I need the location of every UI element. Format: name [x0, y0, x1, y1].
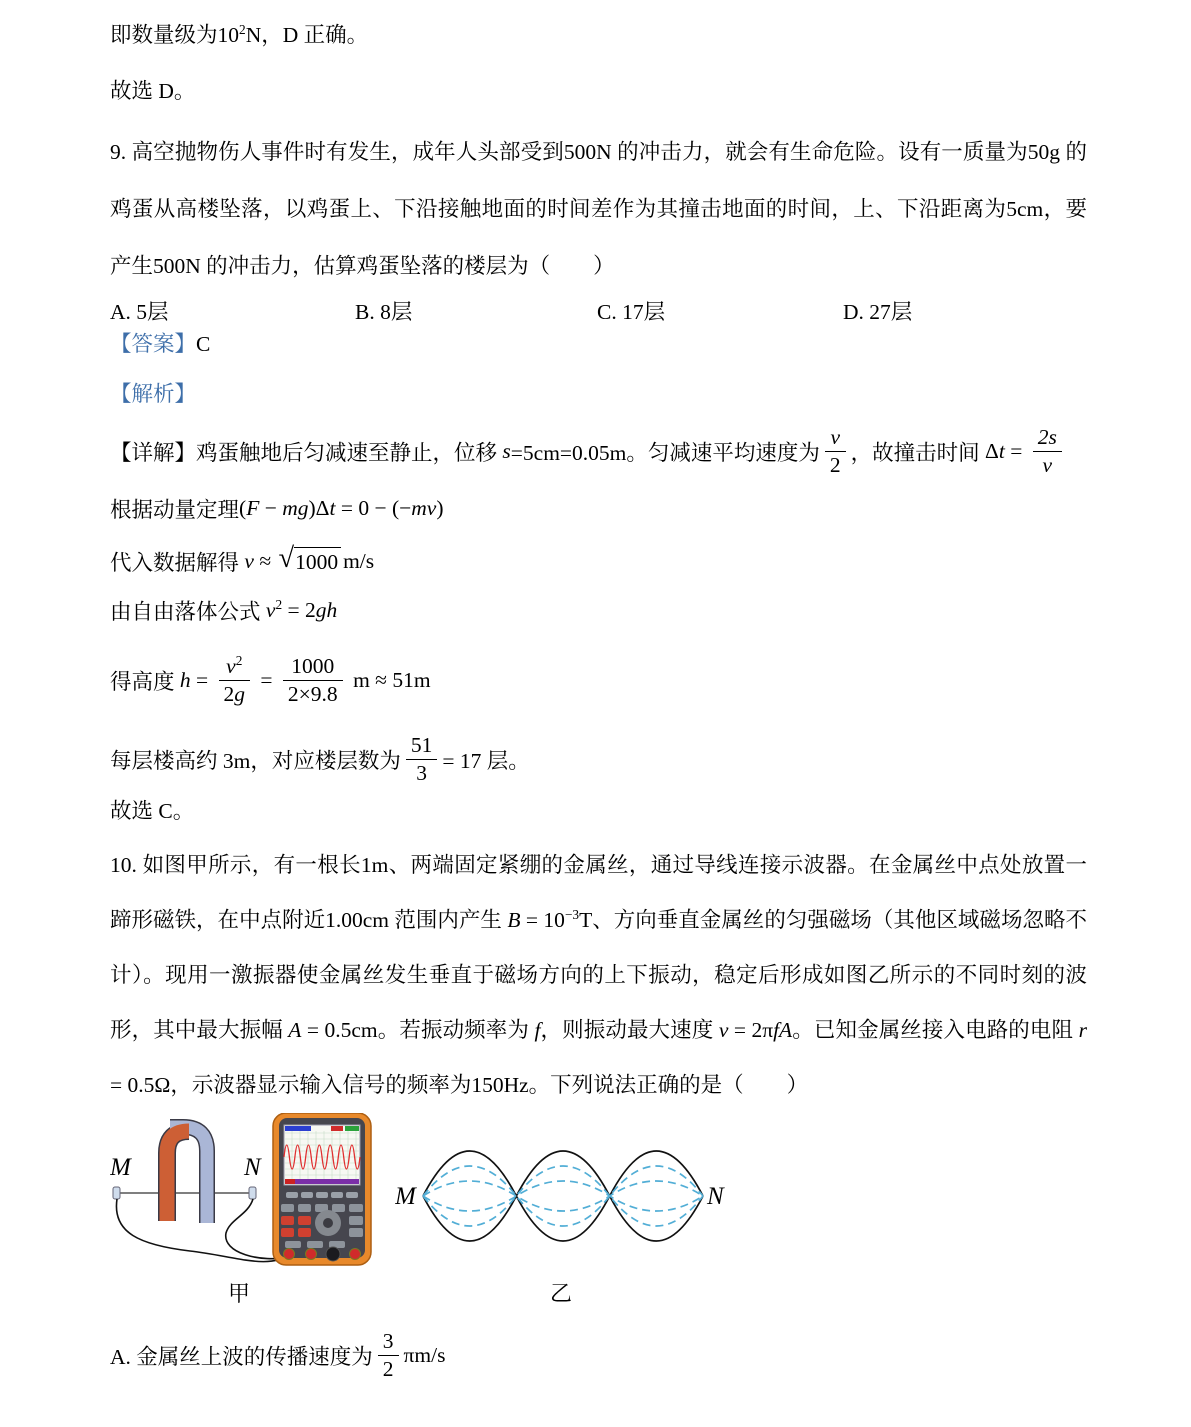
fraction-3-over-2: $\frac{3}{2}$ — [378, 1329, 399, 1380]
text-run: 。若振动频率为 — [377, 1018, 535, 1042]
text-run: 鸡蛋触地后匀减速至静止，位移 — [196, 440, 503, 465]
text-run: ，D 正确。 — [261, 23, 369, 47]
figure-row — [110, 1113, 1087, 1275]
caption-jia: 甲 — [228, 1281, 251, 1306]
q10-stem — [110, 838, 1093, 1113]
label-n: N — [707, 1183, 724, 1210]
q9-answer-line — [110, 329, 1087, 359]
text-run: 。已知金属丝接入电路的电阻 — [792, 1018, 1079, 1042]
label-m: M — [110, 1154, 131, 1181]
text-run: ，故撞击时间 — [850, 440, 986, 465]
fraction-2s-over-v: $\frac{2s}{v}$ — [1033, 425, 1062, 476]
q9-conclusion: 故选 C。 — [110, 799, 195, 823]
text-run: m ≈ 51m — [347, 667, 431, 692]
text-run: = — [255, 667, 278, 692]
var-h: h — [179, 667, 191, 692]
fraction-v-over-2: $\frac{v}{2}$ — [825, 425, 846, 476]
text-run: ，则振动最大速度 — [540, 1018, 719, 1042]
caption-yi: 乙 — [550, 1281, 573, 1306]
text-run: 根据动量定理 — [110, 498, 240, 522]
text-run: 由自由落体公式 — [110, 600, 266, 624]
text-run: 代入数据解得 — [110, 551, 245, 575]
text-run: ≈ — [253, 549, 277, 573]
fraction-1000-over-2x98: $\frac{1000}{2\times 9.8}$ — [283, 654, 343, 705]
text-run: 10. 如图甲所示，有一根长1m、两端固定紧绷的金属丝，通过导线连接示波器。在金属丝中点处放置一蹄形磁铁，在中点附近1.00cm 范围内产生 — [110, 853, 1087, 932]
text-run: 、方向垂直金属丝的匀强磁场（其他区域磁场忽略不计）。现用一激振器使金属丝发生垂直于磁场方向的上下振动，稳定后形成如图乙所示的不同时刻的波形，其中最大振幅 — [110, 908, 1087, 1042]
text-run: m/s — [343, 549, 375, 573]
math-run: $10^2N$ — [217, 21, 262, 47]
scope-connector-2 — [306, 1249, 317, 1260]
text-run: 每层楼高约 3m，对应楼层数为 — [110, 748, 401, 773]
terminal-n — [249, 1187, 256, 1199]
standing-wave-dashed — [423, 1166, 703, 1226]
momentum-formula: (F − mg)Δt = 0 − (−mv) — [239, 496, 444, 520]
q9-floors-line — [110, 726, 1087, 792]
figure-yi — [395, 1131, 725, 1281]
var-s: s — [502, 438, 511, 463]
q9-height-line — [110, 638, 1087, 722]
scope-connector-1 — [284, 1249, 295, 1260]
text-run: = 2 — [282, 598, 316, 622]
q9-option-b: B. 8层 — [355, 300, 413, 324]
fraction-v2-over-2g: $\frac{v^2}{2g}$ — [219, 654, 251, 705]
q9-stem: 9. 高空抛物伤人事件时有发生，成年人头部受到500N 的冲击力，就会有生命危险。设有一质量为50g 的鸡蛋从高楼坠落，以鸡蛋上、下沿接触地面的时间差作为其撞击地面的时间，上、下沿距离为5cm，要产生500N 的冲击力，估算鸡蛋坠落的楼层为（ ） — [110, 140, 1087, 278]
text-run: = — [190, 667, 214, 692]
q9-options-row — [110, 295, 1087, 329]
var-f: f — [534, 1018, 541, 1042]
text-run: πm/s — [403, 1342, 446, 1367]
q9-option-a: A. 5层 — [110, 300, 169, 324]
fraction-51-over-3: $\frac{51}{3}$ — [406, 733, 438, 784]
sqrt-radical: √ 1000 — [279, 547, 342, 575]
q9-analysis-label: 【解析】 — [110, 382, 197, 406]
b-field-formula: $B = 10^{-3}T$ — [507, 906, 593, 932]
v-squared: $v^2$ — [265, 596, 283, 622]
prev-conclusion-line — [110, 20, 1087, 50]
answer-value: C — [196, 332, 211, 356]
oscilloscope-icon — [273, 1113, 371, 1265]
q9-sqrt-line — [110, 543, 1087, 577]
text-run: =5cm=0.05m。匀减速平均速度为 — [510, 440, 820, 465]
scope-connector-4 — [350, 1249, 361, 1260]
figure-captions — [110, 1275, 1087, 1309]
vmax-formula: v = 2πfA — [718, 1018, 793, 1042]
resistance-formula: r = 0.5Ω — [110, 1018, 1093, 1097]
delta-t-eq: Δt = — [985, 438, 1028, 463]
text-run: = 17 层。 — [442, 748, 530, 773]
horseshoe-magnet-icon — [167, 1127, 207, 1223]
text-run: ，示波器显示输入信号的频率为150Hz。下列说法正确的是（ ） — [170, 1073, 809, 1097]
q9-option-d: D. 27层 — [843, 300, 913, 324]
label-n: N — [244, 1154, 261, 1181]
q9-detail-line — [110, 415, 1087, 487]
scope-connector-3 — [326, 1247, 340, 1261]
q9-option-c: C. 17层 — [597, 300, 666, 324]
text-run: A. 金属丝上波的传播速度为 — [110, 1344, 373, 1369]
q9-momentum-line — [110, 493, 1087, 524]
q9-freefall-line — [110, 595, 1087, 626]
text-run: 即数量级为 — [110, 23, 218, 47]
prev-choice-line: 故选 D。 — [110, 79, 196, 103]
sqrt-symbol: √ — [278, 543, 295, 575]
amplitude-formula: A = 0.5cm — [288, 1018, 378, 1042]
text-run: 得高度 — [110, 669, 180, 694]
terminal-m — [113, 1187, 120, 1199]
answer-label: 【答案】 — [110, 332, 197, 356]
var-gh: gh — [315, 598, 338, 622]
label-m: M — [395, 1183, 416, 1210]
var-v: v — [244, 549, 254, 573]
detail-label: 【详解】 — [110, 440, 197, 465]
standing-wave-envelope — [423, 1151, 703, 1241]
figure-jia — [110, 1113, 410, 1291]
q10-option-a — [110, 1317, 1087, 1393]
